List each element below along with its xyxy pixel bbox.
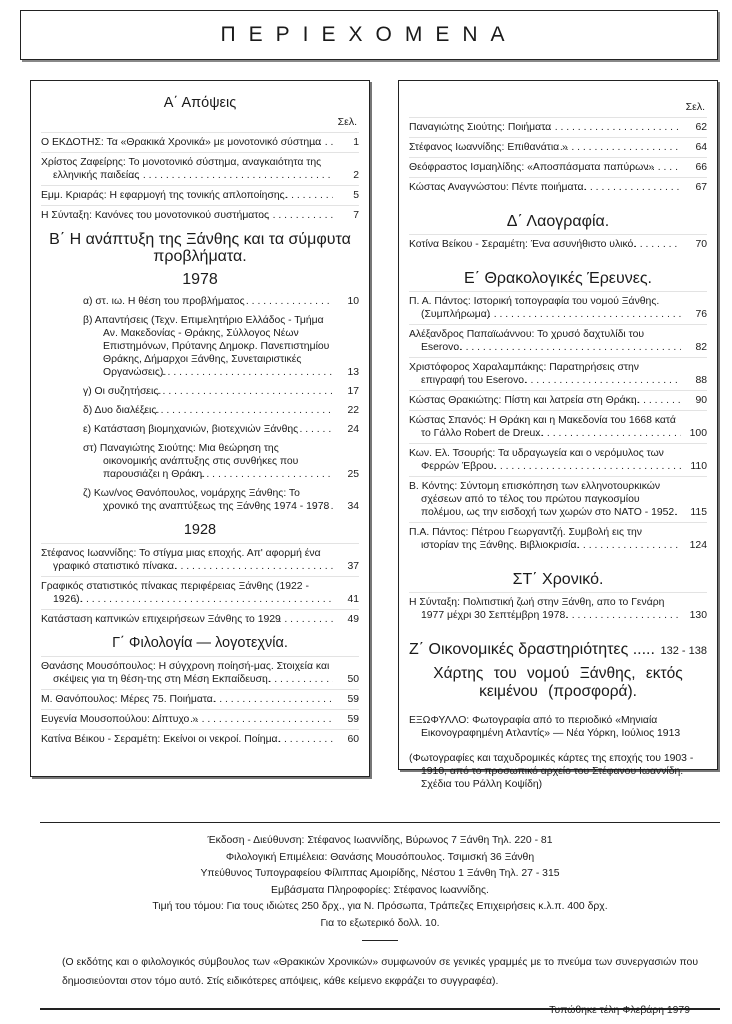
entry-page-number: 67	[681, 181, 707, 194]
section-heading: Ε΄ Θρακολογικές Έρευνες.	[464, 270, 652, 287]
colophon-line: Για το εξωτερικό δολλ. 10.	[320, 917, 440, 929]
toc-entry	[409, 291, 707, 324]
toc-entry	[409, 324, 707, 357]
colophon-line: Έκδοση - Διεύθυνση: Στέφανος Ιωαννίδης, Βύρωνος 7 Ξάνθη Τηλ. 220 - 81	[207, 835, 553, 846]
toc-entry	[409, 357, 707, 390]
entry-title: Π. Α. Πάντος: Ιστορική τοπογραφία του νομού Ξάνθης. (Συμπλήρωμα) . . .	[409, 296, 659, 320]
entry-page-number: 13	[333, 366, 359, 379]
toc-entry	[41, 543, 359, 576]
economic-activities-entry	[409, 641, 707, 659]
toc-entry	[41, 205, 359, 225]
toc-entry	[41, 609, 359, 629]
entry-title: Κοτίνα Βείκου - Σεραμέτη: Ένα ασυνήθιστο υλικό. . . .	[409, 239, 636, 250]
entry-page-number: 90	[681, 394, 707, 407]
toc-entry	[409, 476, 707, 522]
toc-entry	[409, 137, 707, 157]
entry-page-number: 34	[333, 500, 359, 513]
page-column-label: Σελ.	[337, 116, 357, 128]
section-heading: Γ΄ Φιλολογία — λογοτεχνία.	[112, 635, 288, 651]
photo-credits: (Φωτογραφίες και ταχυδρομικές κάρτες της εποχής του 1903 - 1910, από το προσωπικό αρχείο του Στέφανου Ιωαννίδη. Σχέδια του Ράλλη Κοψίδη)	[409, 753, 694, 790]
entry-title: Στέφανος Ιωαννίδης: Επιθανάτια » . . .	[409, 142, 568, 153]
entry-title: Η Σύνταξη: Πολιτιστική ζωή στην Ξάνθη, απο το Γενάρη 1977 μέχρι 30 Σεπτέμβρη 1978. . . .	[409, 597, 664, 621]
toc-entry	[41, 439, 359, 484]
entry-page-number: 49	[333, 613, 359, 626]
toc-entry	[409, 443, 707, 476]
toc-entry	[41, 484, 359, 516]
entry-title: Μ. Θανόπουλος: Μέρες 75. Ποιήματα. . . .	[41, 694, 216, 705]
toc-entry	[409, 410, 707, 443]
entry-title: Β. Κόντης: Σύντομη επισκόπηση των ελληνοτουρκικών σχέσεων από το τέλος του πρώτου παγκοσμίου πολέμου, ως την εισδοχή των χωρών στο ΝΑΤΟ - 1952. . . .	[409, 481, 677, 518]
toc-entry	[41, 292, 359, 311]
entry-title: Χρίστος Ζαφείρης: Το μονοτονικό σύστημα, αναγκαιότητα της ελληνικής παιδείας . . .	[41, 157, 321, 181]
toc-entry	[41, 576, 359, 609]
entry-title: Γραφικός στατιστικός πίνακας περιφέρειας Ξάνθης (1922 - 1926). . . .	[41, 581, 309, 605]
entry-page-number: 24	[333, 423, 359, 436]
toc-entry	[409, 522, 707, 555]
entry-page-number: 82	[681, 341, 707, 354]
entry-title: Κώστας Αναγνώστου: Πέντε ποιήματα. . . .	[409, 182, 586, 193]
section-heading: 1928	[183, 522, 217, 538]
entry-title: Χριστόφορος Χαραλαμπάκης: Παρατηρήσεις στην επιγραφή του Eserovo. . . .	[409, 362, 639, 386]
entry-title: Κατίνα Βέικου - Σεραμέτη: Εκείνοι οι νεκροί. Ποίημα. . . .	[41, 734, 280, 745]
toc-entry	[409, 117, 707, 137]
colophon-line: Υπεύθυνος Τυπογραφείου Φίλιππας Αμοιρίδης, Νέστου 1 Ξάνθη Τηλ. 27 - 315	[200, 868, 560, 879]
spacer	[409, 197, 707, 207]
toc-entry	[409, 177, 707, 197]
entry-title: Ο ΕΚΔΟΤΗΣ: Τα «Θρακικά Χρονικά» με μονοτονικό σύστημα . . .	[41, 137, 321, 148]
page-title: ΠΕΡΙΕΧΟΜΕΝΑ	[220, 23, 518, 46]
entry-page-number: 7	[333, 209, 359, 222]
entry-title: στ) Παναγιώτης Σιούτης: Μια θεώρηση της οικονομικής ανάπτυξης στις συνθήκες που παρουσιάζει η Θράκη. . . .	[83, 443, 298, 480]
entry-title: Κων. Ελ. Τσουρής: Τα υδραγωγεία και ο νερόμυλος των Φερρών Έβρου. . . .	[409, 448, 664, 472]
toc-entry	[41, 132, 359, 152]
toc-entry	[409, 157, 707, 177]
toc-entry	[409, 390, 707, 410]
toc-entry	[41, 152, 359, 185]
entry-title: Στέφανος Ιωαννίδης: Το στίγμα μιας εποχής. Απ' αφορμή ένα γραφικό στατιστικό πίνακα. . . .	[41, 548, 321, 572]
section-heading: Δ΄ Λαογραφία.	[506, 213, 610, 230]
colophon-line: Τιμή του τόμου: Για τους ιδιώτες 250 δρχ., για Ν. Πρόσωπα, Τράπεζες Επιχειρήσεις κ.λ.π. 400 δρχ.	[152, 901, 608, 912]
section-heading: 1978	[182, 271, 218, 288]
section-heading: Β΄ Η ανάπτυξη της Ξάνθης και τα σύμφυτα προβλήματα.	[49, 231, 351, 265]
spacer	[409, 555, 707, 565]
entry-page-number: 66	[681, 161, 707, 174]
toc-entry	[41, 656, 359, 689]
spacer	[409, 89, 707, 99]
entry-title: Η Σύνταξη: Κανόνες του μονοτονικού συστήματος . . .	[41, 210, 269, 221]
colophon-line: Εμβάσματα Πληροφορίες: Στέφανος Ιωαννίδης.	[271, 884, 489, 896]
toc-entry	[41, 729, 359, 749]
entry-page-number: 124	[681, 539, 707, 552]
section-heading: ΣΤ΄ Χρονικό.	[512, 571, 604, 588]
entry-page-number: 37	[333, 560, 359, 573]
section-heading: Α΄ Απόψεις	[163, 95, 237, 111]
entry-page-number: 41	[333, 593, 359, 606]
entry-title: Παναγιώτης Σιούτης: Ποιήματα . . .	[409, 122, 551, 133]
entry-page-number: 88	[681, 374, 707, 387]
colophon-line: Φιλολογική Επιμέλεια: Θανάσης Μουσόπουλος. Τσιμισκή 36 Ξάνθη	[225, 851, 535, 863]
toc-entry	[409, 592, 707, 625]
entry-title: Θανάσης Μουσόπουλος: Η σύγχρονη ποίησή-μας. Στοιχεία και σκέψεις για τη θέση-της στη Μέση Εκπαίδευση. . . .	[41, 661, 329, 685]
entry-page-number: 50	[333, 673, 359, 686]
entry-title: γ) Οι συζητήσεις. . . .	[83, 386, 161, 397]
entry-title: Θεόφραστος Ισμαηλίδης: «Αποσπάσματα παπύρων» . . .	[409, 162, 654, 173]
entry-title: Π.Α. Πάντος: Πέτρου Γεωργαντζή. Συμβολή εις την ιστορίαν της Ξάνθης. Βιβλιοκρισία. . . .	[409, 527, 642, 551]
toc-entry	[41, 401, 359, 420]
entry-page-number: 60	[333, 733, 359, 746]
toc-entry	[41, 709, 359, 729]
entry-title: Κώστας Σπανός: Η Θράκη και η Μακεδονία του 1668 κατά το Γάλλο Robert de Dreux. . . .	[409, 415, 676, 439]
ornament-divider	[362, 940, 398, 941]
entry-page-number: 64	[681, 141, 707, 154]
entry-title: Ευγενία Μουσοπούλου: Δίπτυχο » . . .	[41, 714, 198, 725]
toc-entry	[41, 311, 359, 382]
entry-page-number: 5	[333, 189, 359, 202]
editorial-note: (Ο εκδότης και ο φιλολογικός σύμβουλος των «Θρακικών Χρονικών» συμφωνούν σε γενικές γραμμές με το πνεύμα των συνεργασιών που δημοσιεύονται στον τόμο αυτό. Στίς ειδικότερες απόψεις, κάθε κείμενο εκφράζει το συγγραφέα).	[62, 957, 698, 987]
spacer	[409, 254, 707, 264]
entry-title: ε) Κατάσταση βιομηχανιών, βιοτεχνιών Ξάνθης . . .	[83, 424, 298, 435]
economic-activities-title: Ζ΄ Οικονομικές δραστηριότητες .....	[409, 641, 655, 658]
economic-activities-pages: 132 - 138	[660, 645, 707, 657]
toc-entry	[41, 185, 359, 205]
entry-title: Κατάσταση καπνικών επιχειρήσεων Ξάνθης το 1929 . . .	[41, 614, 281, 625]
entry-page-number: 115	[681, 506, 707, 519]
entry-title: Εμμ. Κριαράς: Η εφαρμογή της τονικής απλοποίησης. . . .	[41, 190, 288, 201]
entry-page-number: 100	[681, 427, 707, 440]
colophon	[40, 822, 720, 1016]
entry-title: β) Απαντήσεις (Τεχν. Επιμελητήριο Ελλάδος - Τμήμα Αν. Μακεδονίας - Θράκης, Σύλλογος Νέων Επιστημόνων, Πρύτανης Δημοκρ. Πανεπιστημίου Θράκης, Δήμαρχοι Ξάνθης, Συνεταιριστικές Οργανώσεις). . . .	[83, 315, 329, 378]
toc-entry	[41, 689, 359, 709]
entry-page-number: 17	[333, 385, 359, 398]
toc-entry	[41, 420, 359, 439]
left-column	[30, 80, 370, 777]
right-column	[398, 80, 718, 790]
page-column-label: Σελ.	[685, 101, 705, 113]
entry-page-number: 76	[681, 308, 707, 321]
toc-entry	[41, 382, 359, 401]
entry-page-number: 59	[333, 713, 359, 726]
entry-page-number: 59	[333, 693, 359, 706]
printed-date: Τυπώθηκε τέλη Φλεβάρη 1979	[549, 1005, 690, 1016]
cover-note: ΕΞΩΦΥΛΛΟ: Φωτογραφία από το περιοδικό «Μηνιαία Εικονογραφημένη Ατλαντίς» — Νέα Υόρκη, Ιούλιος 1913	[409, 715, 681, 739]
entry-page-number: 25	[333, 468, 359, 481]
toc-entry	[409, 234, 707, 254]
title-box	[20, 10, 718, 60]
map-note: Χάρτης του νομού Ξάνθης, εκτός κειμένου (προσφορά).	[433, 665, 683, 700]
entry-page-number: 110	[681, 460, 707, 473]
entry-title: δ) Δυο διαλέξεις. . . .	[83, 405, 159, 416]
entry-title: ζ) Κων/νος Θανόπουλος, νομάρχης Ξάνθης: Το χρονικό της αναπτύξεως της Ξάνθης 1974 - 1978 . . .	[83, 488, 329, 512]
entry-title: Αλέξανδρος Παπαϊωάννου: Το χρυσό δαχτυλίδι του Eserovo. . . .	[409, 329, 644, 353]
entry-title: α) στ. ιω. Η θέση του προβλήματος . . .	[83, 296, 245, 307]
entry-page-number: 130	[681, 609, 707, 622]
entry-page-number: 2	[333, 169, 359, 182]
entry-page-number: 10	[333, 295, 359, 308]
entry-page-number: 70	[681, 238, 707, 251]
entry-page-number: 1	[333, 136, 359, 149]
entry-page-number: 62	[681, 121, 707, 134]
entry-title: Κώστας Θρακιώτης: Πίστη και λατρεία στη Θράκη. . . .	[409, 395, 640, 406]
entry-page-number: 22	[333, 404, 359, 417]
